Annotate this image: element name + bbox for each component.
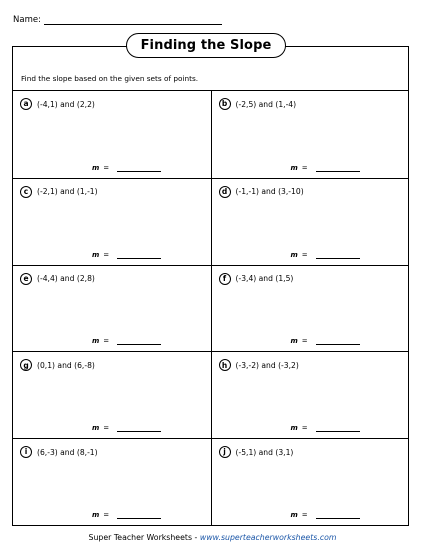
equals-sign: = (301, 250, 308, 259)
problem-points: (6,-3) and (8,-1) (37, 447, 98, 457)
answer-blank[interactable] (316, 164, 360, 172)
problem-letter-badge: e (20, 273, 32, 285)
problem-points: (-2,1) and (1,-1) (37, 187, 98, 197)
problem-grid (13, 90, 408, 525)
equals-sign: = (301, 337, 308, 346)
answer-blank[interactable] (117, 251, 161, 259)
problem-letter-badge: d (219, 186, 231, 198)
answer-row (291, 251, 360, 259)
problem-letter-badge: h (219, 359, 231, 371)
equals-sign: = (301, 510, 308, 519)
worksheet-title: Finding the Slope (126, 33, 286, 58)
answer-row (92, 251, 161, 259)
equals-sign: = (301, 163, 308, 172)
slope-label: m (290, 337, 298, 346)
answer-row (92, 511, 161, 519)
problem-g (13, 351, 211, 438)
slope-label: m (290, 510, 298, 519)
answer-row (291, 164, 360, 172)
answer-blank[interactable] (316, 511, 360, 519)
slope-label: m (92, 510, 100, 519)
answer-blank[interactable] (316, 424, 360, 432)
problem-c (13, 178, 211, 265)
problem-letter-badge: c (20, 186, 32, 198)
problem-b (211, 91, 409, 178)
slope-label: m (92, 250, 100, 259)
problem-points: (-3,4) and (1,5) (235, 274, 294, 284)
problem-letter-badge: j (219, 446, 231, 458)
answer-blank[interactable] (117, 511, 161, 519)
problem-points: (-1,-1) and (3,-10) (235, 187, 304, 197)
answer-blank[interactable] (117, 164, 161, 172)
footer-brand: Super Teacher Worksheets (88, 533, 193, 542)
answer-row (92, 164, 161, 172)
problem-points: (-5,1) and (3,1) (235, 447, 294, 457)
problem-points: (0,1) and (6,-8) (37, 360, 95, 370)
footer-separator: - (194, 533, 198, 542)
problem-j (211, 438, 409, 525)
slope-label: m (290, 163, 298, 172)
slope-label: m (92, 424, 100, 433)
footer-url-link[interactable]: www.superteacherworksheets.com (199, 533, 337, 542)
problem-points: (-4,4) and (2,8) (37, 274, 95, 284)
problem-i (13, 438, 211, 525)
problem-e (13, 265, 211, 352)
problem-f (211, 265, 409, 352)
answer-row (92, 424, 161, 432)
answer-row (291, 337, 360, 345)
problem-points: (-4,1) and (2,2) (37, 99, 95, 109)
name-label: Name: (13, 15, 41, 25)
answer-blank[interactable] (117, 424, 161, 432)
answer-row (92, 337, 161, 345)
answer-blank[interactable] (316, 251, 360, 259)
name-input-line[interactable] (44, 15, 222, 25)
problem-a (13, 91, 211, 178)
worksheet-box (12, 46, 409, 526)
slope-label: m (92, 163, 100, 172)
equals-sign: = (103, 250, 110, 259)
slope-label: m (290, 424, 298, 433)
slope-label: m (290, 250, 298, 259)
problem-points: (-2,5) and (1,-4) (235, 99, 297, 109)
answer-blank[interactable] (316, 337, 360, 345)
problem-letter-badge: b (219, 98, 231, 110)
slope-label: m (92, 337, 100, 346)
equals-sign: = (103, 163, 110, 172)
problem-letter-badge: i (20, 446, 32, 458)
answer-row (291, 424, 360, 432)
equals-sign: = (103, 510, 110, 519)
answer-row (291, 511, 360, 519)
equals-sign: = (301, 424, 308, 433)
problem-letter-badge: f (219, 273, 231, 285)
problem-letter-badge: g (20, 359, 32, 371)
equals-sign: = (103, 337, 110, 346)
problem-points: (-3,-2) and (-3,2) (235, 360, 299, 370)
name-row (13, 15, 222, 25)
equals-sign: = (103, 424, 110, 433)
answer-blank[interactable] (117, 337, 161, 345)
problem-h (211, 351, 409, 438)
problem-d (211, 178, 409, 265)
problem-letter-badge: a (20, 98, 32, 110)
instructions: Find the slope based on the given sets of points. (21, 74, 199, 83)
footer (0, 533, 425, 542)
